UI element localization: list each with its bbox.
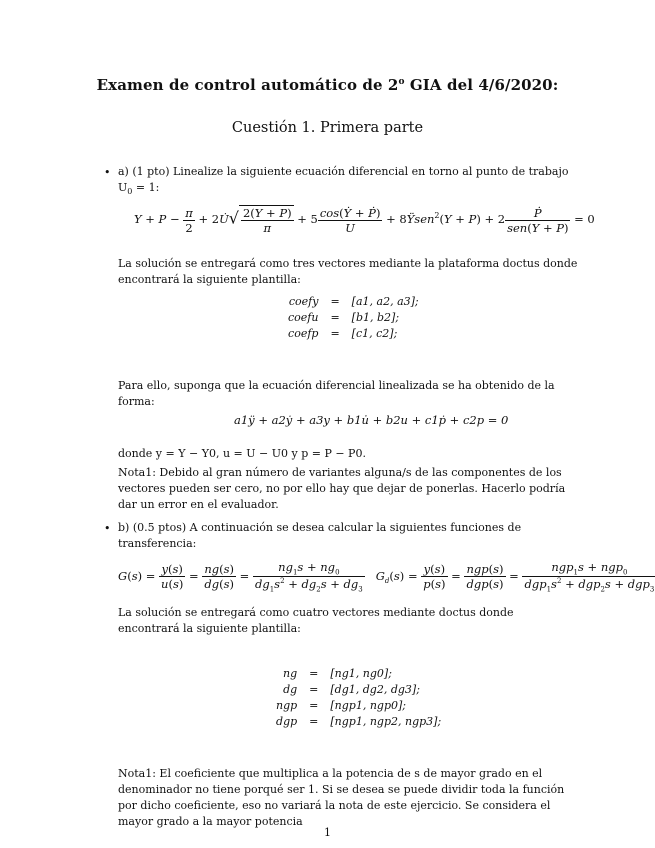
part-b-template xyxy=(270,665,447,729)
bullet-a: • xyxy=(104,166,111,179)
part-a-solution-text: La solución se entregará como tres vectores mediante la plataforma doctus donde encontrará la siguiente plantilla: xyxy=(118,257,578,286)
linearized-equation: a1ÿ + a2ẏ + a3y + b1u̇ + b2u + c1ṗ + c2p = 0 xyxy=(234,413,509,427)
template-row: dgp = [ngp1, ngp2, ngp3]; xyxy=(276,714,442,728)
part-a-template xyxy=(282,293,425,341)
part-a-intro: a) (1 pto) Linealize la siguiente ecuación diferencial en torno al punto de trabajo $U_0 = 1$: xyxy=(118,165,569,197)
part-b-note: Nota1: El coeficiente que multiplica a la potencia de s de mayor grado en el denominador no tiene porqué ser 1. Si se desea se puede dividir toda la función por dicho coeficiente, eso no variará la nota de este ejercicio. Se considera el mayor grado a la mayor potencia xyxy=(118,767,565,828)
template-row: ng = [ng1, ng0]; xyxy=(283,666,392,680)
bullet-b: • xyxy=(104,522,111,535)
part-b-solution-text: La solución se entregará como cuatro vectores mediante doctus donde encontrará la siguiente plantilla: xyxy=(118,606,514,635)
page-title: Examen de control automático de 2$^o$ GIA del 4/6/2020: xyxy=(96,76,559,94)
part-b-intro: b) (0.5 ptos) A continuación se desea calcular la siguientes funciones de transferencia: xyxy=(118,521,522,550)
template-row: coefp = [c1, c2]; xyxy=(288,326,398,340)
part-a-form-text: Para ello, suponga que la ecuación diferencial linealizada se ha obtenido de la forma: xyxy=(118,379,555,408)
section-subtitle: Cuestión 1. Primera parte xyxy=(231,120,424,136)
part-a-note: Nota1: Debido al gran número de variantes alguna/s de las componentes de los vectores pueden ser cero, no por ello hay que dejar de ponerlas. Hacerlo podría dar un error en el evaluador. xyxy=(118,466,566,511)
template-row: ngp = [ngp1, ngp0]; xyxy=(276,698,407,712)
page-number: 1 xyxy=(324,826,331,839)
transfer-functions-equation: G(s) = $\frac{y(s)}{u(s)}$ = $\frac{ng(s)}{dg(s)}$ = $\frac{ng_1s + ng_0}{dg_1s^2 + dg_2s + dg_3}$ $G_d(s)$ = $\frac{y(s)}{p(s)}$ = $\frac{\text{ngp(s)}}{\text{dgp(s)}}$ = $\frac{ngp_1s + ngp_0}{dgp_1s^2 + dgp_2s + dgp_3}$ xyxy=(118,560,655,594)
nonlinear-equation: Y + P − $\frac{\pi}{2}$ + 2U̇√ $\frac{2(Y + P)}{\pi}$ + 5 $\frac{\text{cos(Ẏ + Ṗ)}}{U}$ + 8Ÿsen$^2$(Y + P) + 2 $\frac{\text{Ṗ}}{\text{sen(Y + P)}}$ = 0 xyxy=(134,205,595,235)
template-row: coefy = [a1, a2, a3]; xyxy=(288,294,419,308)
template-row: dg = [dg1, dg2, dg3]; xyxy=(283,682,420,696)
template-row: coefu = [b1, b2]; xyxy=(288,310,400,324)
part-a-where-text: donde y = Y − Y0, u = U − U0 y p = P − P0. xyxy=(118,447,366,460)
